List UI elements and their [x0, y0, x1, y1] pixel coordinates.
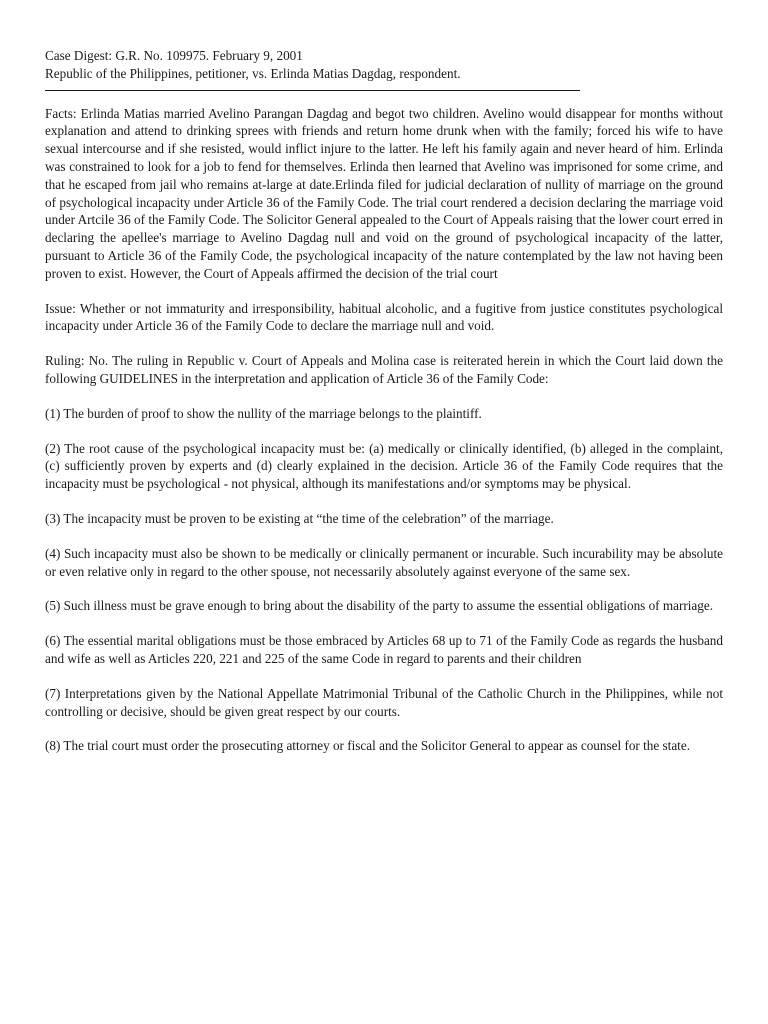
guideline-6: (6) The essential marital obligations must be those embraced by Articles 68 up to 71 of the Family Code as regards the husband and wife as well as Articles 220, 221 and 225 of the same Code in regard to parents and their children	[45, 633, 723, 666]
header-divider	[45, 90, 580, 91]
document-page	[45, 47, 723, 772]
case-title: Case Digest: G.R. No. 109975. February 9, 2001	[45, 48, 303, 63]
ruling-paragraph: Ruling: No. The ruling in Republic v. Court of Appeals and Molina case is reiterated herein in which the Court laid down the following GUIDELINES in the interpretation and application of Article 36 of the Family Code:	[45, 353, 723, 386]
facts-paragraph: Facts: Erlinda Matias married Avelino Parangan Dagdag and begot two children. Avelino would disappear for months without explanation and attend to drinking sprees with friends and return home drunk when with the family; forced his wife to have sexual intercourse and if she resisted, would inflict injure to the latter. He left his family again and never heard of him. Erlinda was constrained to look for a job to fend for themselves. Erlinda then learned that Avelino was imprisoned for some crime, and that he escaped from jail who remains at-large at date.Erlinda filed for judicial declaration of nullity of marriage on the ground of psychological incapacity under Article 36 of the Family Code. The trial court rendered a decision declaring the marriage void under Artcile 36 of the Family Code. The Solicitor General appealed to the Court of Appeals raising that the lower court erred in declaring the apellee's marriage to Avelino Dagdag null and void on the ground of psychological incapacity of the latter, pursuant to Article 36 of the Family Code, the psychological incapacity of the nature contemplated by the law not having been proven to exist. However, the Court of Appeals affirmed the decision of the trial court	[45, 105, 723, 281]
guideline-5: (5) Such illness must be grave enough to bring about the disability of the party to assume the essential obligations of marriage.	[45, 598, 714, 614]
guideline-4: (4) Such incapacity must also be shown to be medically or clinically permanent or incurable. Such incurability may be absolute or even relative only in regard to the other spouse, not necessarily absolutely against everyone of the same sex.	[45, 545, 723, 579]
guideline-7: (7) Interpretations given by the National Appellate Matrimonial Tribunal of the Catholic Church in the Philippines, while not controlling or decisive, should be given great respect by our courts.	[45, 685, 723, 719]
guideline-3: (3) The incapacity must be proven to be existing at “the time of the celebration” of the marriage.	[45, 510, 554, 526]
issue-paragraph: Issue: Whether or not immaturity and irresponsibility, habitual alcoholic, and a fugitive from justice constitutes psychological incapacity under Article 36 of the Family Code to declare the marriage null and void.	[45, 300, 723, 334]
guideline-8: (8) The trial court must order the prosecuting attorney or fiscal and the Solicitor General to appear as counsel for the state.	[45, 738, 690, 754]
case-parties: Republic of the Philippines, petitioner, vs. Erlinda Matias Dagdag, respondent.	[45, 65, 461, 81]
guideline-2: (2) The root cause of the psychological incapacity must be: (a) medically or clinically identified, (b) alleged in the complaint, (c) sufficiently proven by experts and (d) clearly explained in the decision. Article 36 of the Family Code requires that the incapacity must be psychological - not physical, although its manifestations and/or symptoms may be physical.	[45, 440, 723, 492]
guideline-1: (1) The burden of proof to show the nullity of the marriage belongs to the plaintiff.	[45, 405, 482, 421]
